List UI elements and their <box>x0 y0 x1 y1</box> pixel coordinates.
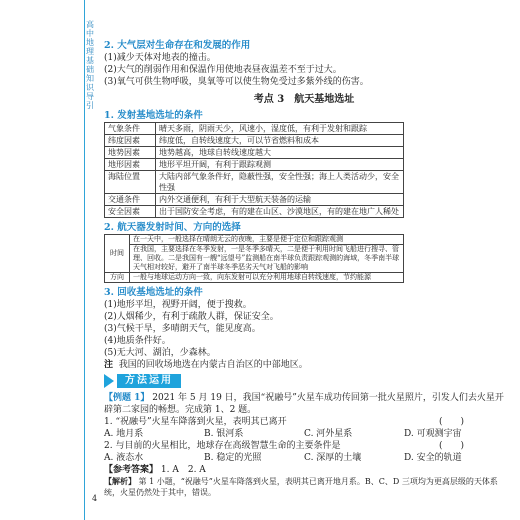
table-value: 地形平坦开阔，有利于跟踪观测 <box>156 159 404 171</box>
table-value: 地势越高，地球自转线速度越大 <box>156 147 404 159</box>
recovery-item: (3)气候干旱，多晴朗天气，能见度高。 <box>104 324 261 334</box>
table-value: 在一天中，一般选择在晴朗无云的夜晚，主要是便于定位和跟踪观测 <box>130 235 404 245</box>
example-intro <box>104 392 504 416</box>
question-2 <box>104 440 504 452</box>
option: D. 可观测宇宙 <box>404 429 462 439</box>
option: A. 液态水 <box>104 453 144 463</box>
table-row <box>105 273 404 283</box>
table-key: 地形因素 <box>105 159 156 171</box>
option: B. 稳定的光照 <box>204 453 262 463</box>
method-badge <box>104 374 181 388</box>
recovery-item: (1)地形平坦，视野开阔，便于搜救。 <box>104 300 252 310</box>
page-content <box>104 0 504 520</box>
answer-line <box>104 464 504 476</box>
table-row <box>105 147 404 159</box>
atmosphere-item: (3)氧气可供生物呼吸，臭氧等可以使生物免受过多紫外线的伤害。 <box>104 77 369 87</box>
table-row <box>105 194 404 206</box>
table-key: 地势因素 <box>105 147 156 159</box>
table-key: 安全因素 <box>105 206 156 218</box>
triangle-arrow-icon <box>104 374 114 388</box>
table-value: 大陆内部气象条件好，隐蔽性强，安全性强；海上人类活动少，安全性强 <box>156 171 404 194</box>
recovery-item: (2)人烟稀少，有利于疏散人群，保证安全。 <box>104 312 279 322</box>
table-row <box>105 245 404 273</box>
vertical-book-title: 高中地理基础知识导引 <box>86 20 94 110</box>
table-key: 气象条件 <box>105 123 156 135</box>
recovery-heading: 3. 回收基地选址的条件 <box>104 287 203 298</box>
table-key: 海陆位置 <box>105 171 156 194</box>
table-value: 一般与地球运动方向一致，向东发射可以充分利用地球自转线速度，节约能源 <box>130 273 404 283</box>
sidebar-divider <box>84 0 85 520</box>
table-value: 纬度低，自转线速度大，可以节省燃料和成本 <box>156 135 404 147</box>
table-key: 纬度因素 <box>105 135 156 147</box>
table-row <box>105 171 404 194</box>
table-key: 时间 <box>105 235 130 273</box>
table-value: 内外交通便利，有利于大型航天装备的运输 <box>156 194 404 206</box>
answer-text: 1. A 2. A <box>160 465 206 475</box>
option: D. 安全的轨道 <box>404 453 462 463</box>
option: C. 深厚的土壤 <box>304 453 362 463</box>
launch-time-heading: 2. 航天器发射时间、方向的选择 <box>104 222 241 233</box>
table-row <box>105 123 404 135</box>
table-value: 出于国防安全考虑，有的建在山区、沙漠地区，有的建在地广人稀处 <box>156 206 404 218</box>
answer-paren: ( ) <box>438 417 464 427</box>
launch-site-heading: 1. 发射基地选址的条件 <box>104 110 203 121</box>
question-2-options <box>104 452 504 464</box>
table-value: 晴天多雨，阴雨天少，风速小，湿度低，有利于发射和跟踪 <box>156 123 404 135</box>
answer-paren: ( ) <box>438 441 464 451</box>
atmosphere-item: (2)大气的削弱作用和保温作用使地表昼夜温差不至于过大。 <box>104 65 342 75</box>
recovery-item: (4)地质条件好。 <box>104 336 171 346</box>
table-value: 在我国，主要选择在冬季发射，一是冬季多晴天，二是便于利用时间飞船进行搜寻、管理、回收。二是我国有一艘“远望号”监测船在南半球负责跟踪观测的海域，冬季南半球天气相对较好，避开了南半球冬季恶劣天气对飞船的影响 <box>130 245 404 273</box>
answer-label: 【参考答案】 <box>104 465 159 475</box>
launch-site-table <box>104 122 404 218</box>
method-badge-label: 方法运用 <box>117 374 181 388</box>
question-2-text: 2. 与目前的火星相比，地球存在高级智慧生命的主要条件是 <box>104 441 341 451</box>
atmosphere-item: (1)减少天体对地表的撞击。 <box>104 53 216 63</box>
question-1-text: 1. “祝融号”火星车降落到火星，表明其已离开 <box>104 417 287 427</box>
table-key: 交通条件 <box>105 194 156 206</box>
note-text: 我国的回收场地选在内蒙古自治区的中部地区。 <box>118 360 308 370</box>
option: A. 地月系 <box>104 429 144 439</box>
table-row <box>105 159 404 171</box>
atmosphere-heading: 2. 大气层对生命存在和发展的作用 <box>104 40 251 51</box>
table-row <box>105 135 404 147</box>
recovery-item: (5)无大河、湖泊，少森林。 <box>104 348 216 358</box>
table-row <box>105 235 404 245</box>
analysis <box>104 476 504 498</box>
recovery-note <box>104 359 504 371</box>
launch-time-table <box>104 234 404 283</box>
question-1 <box>104 416 504 428</box>
question-1-options <box>104 428 504 440</box>
option: B. 银河系 <box>204 429 244 439</box>
analysis-label: 【解析】 <box>104 476 136 486</box>
page-number: 4 <box>92 494 98 503</box>
analysis-text: 第 1 小题，“祝融号”火星车降落到火星，表明其已离开地月系。B、C、D 三项均为更高层级的天体系统，火星仍然处于其中，错误。 <box>104 477 498 497</box>
example-label: 【例题 1】 <box>104 393 150 403</box>
table-row <box>105 206 404 218</box>
option: C. 河外星系 <box>304 429 353 439</box>
example-intro-text: 2021 年 5 月 19 日，我国“祝融号”火星车成功传回第一批火星照片，引发人们去火星开辟第二家园的畅想。完成第 1、2 题。 <box>104 393 504 415</box>
note-label: 注 <box>104 360 114 370</box>
table-key: 方向 <box>105 273 130 283</box>
sidebar <box>0 0 84 520</box>
topic-title: 考点 3 航天基地选址 <box>253 94 355 105</box>
